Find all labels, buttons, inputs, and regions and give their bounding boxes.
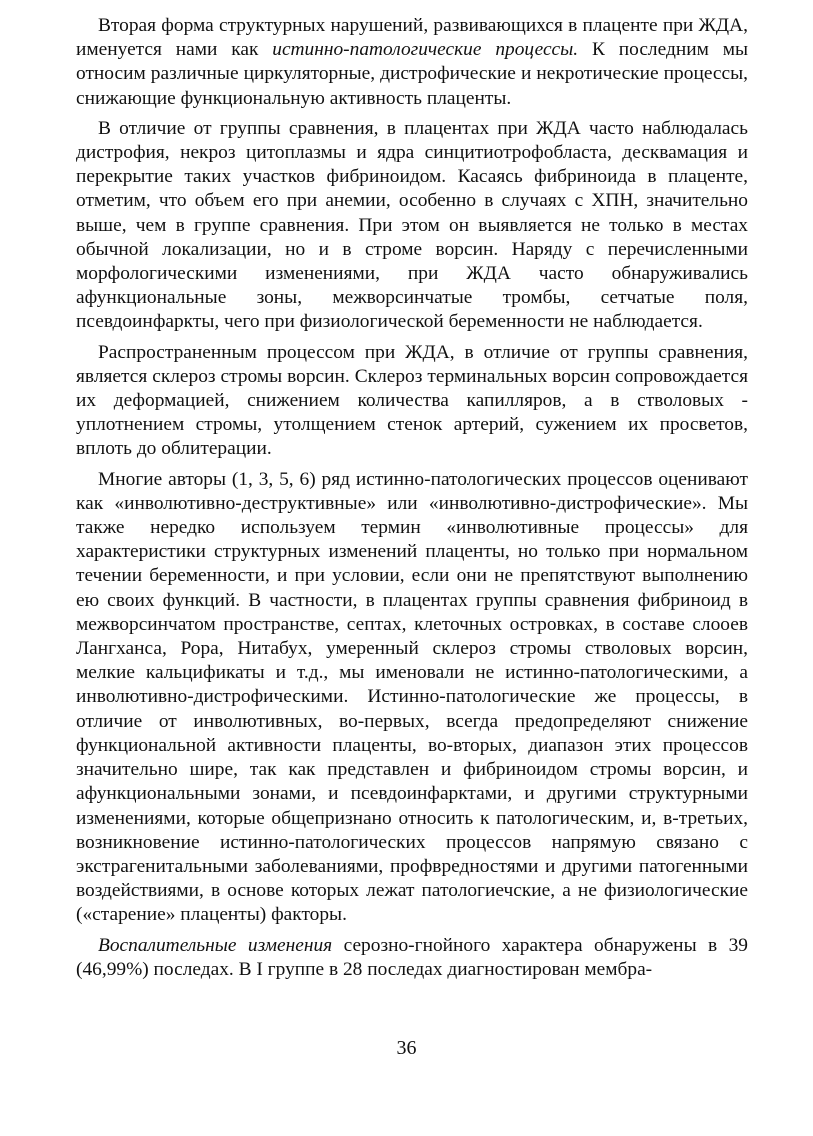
page-text-column [76,14,748,982]
paragraph-3: Распространенным процессом при ЖДА, в отличие от группы сравнения, является склероз стромы ворсин. Склероз терминальных ворсин сопровождается их деформацией, снижением количества капилляров, а в стволовых - уплотнением стромы, утолщением стенок артерий, сужением их просветов, вплоть до облитерации. [76,341,748,460]
paragraph-2: В отличие от группы сравнения, в плацентах при ЖДА часто наблюдалась дистрофия, некроз цитоплазмы и ядра синцитиотрофобласта, десквамация и перекрытие таких участков фибриноидом. Касаясь фибриноида в плаценте, отметим, что объем его при анемии, особенно в случаях с ХПН, значительно выше, чем в группе сравнения. При этом он выявляется не только в местах обычной локализации, но и в строме ворсин. Наряду с перечисленными морфологическими изменениями, при ЖДА часто обнаруживались афункциональные зоны, межворсинчатые тромбы, сетчатые поля, псевдоинфаркты, чего при физиологической беременности не наблюдается. [76,117,748,333]
paragraph-1-text-start: Вторая форма структурных нарушений, развивающихся в плаценте при ЖДА, именуется нами как [76,15,748,61]
paragraph-1-text-end: К последним мы относим различные циркуляторные, дистрофические и некротические процессы, снижающие функциональную активность плаценты. [76,39,748,109]
paragraph-4: Многие авторы (1, 3, 5, 6) ряд истинно-патологических процессов оценивают как «инволютивно-деструктивные» или «инволютивно-дистрофические». Мы также нередко используем термин «инволютивные процессы» для характеристики структурных изменений плаценты, но только при нормальном течении беременности, и при условии, если они не препятствуют выполнению ею своих функций. В частности, в плацентах группы сравнения фибриноид в межворсинчатом пространстве, септах, клеточных островках, в составе слооев Лангханса, Рора, Нитабух, умеренный склероз стромы стволовых ворсин, мелкие кальцификаты и т.д., мы именовали не истинно-патологическими, а инволютивно-дистрофическими. Истинно-патологические же процессы, в отличие от инволютивных, во-первых, всегда предопределяют снижение функциональной активности плаценты, во-вторых, диапазон этих процессов значительно шире, так как представлен и фибриноидом стромы ворсин, и афункциональными зонами, и псевдоинфарктами, и другими структурными изменениями, которые общепризнано относить к патологическим, и, в-третьих, возникновение истинно-патологических процессов напрямую связано с экстрагенитальными заболеваниями, профвредностями и другими патогенными воздействиями, в основе которых лежат патологиечские, а не физиологические («старение» плаценты) факторы. [76,468,748,926]
paragraph-1 [76,14,748,111]
paragraph-5-italic-lead: Воспалительные изменения [98,934,333,956]
paragraph-5 [76,934,748,982]
page-number: 36 [396,1037,417,1059]
paragraph-5-text: серозно-гнойного характера обнаружены в 39 (46,99%) последах. В I группе в 28 последах диагностирован мембра- [76,934,748,980]
paragraph-1-italic-term: истинно-патологические процессы. [272,39,579,61]
